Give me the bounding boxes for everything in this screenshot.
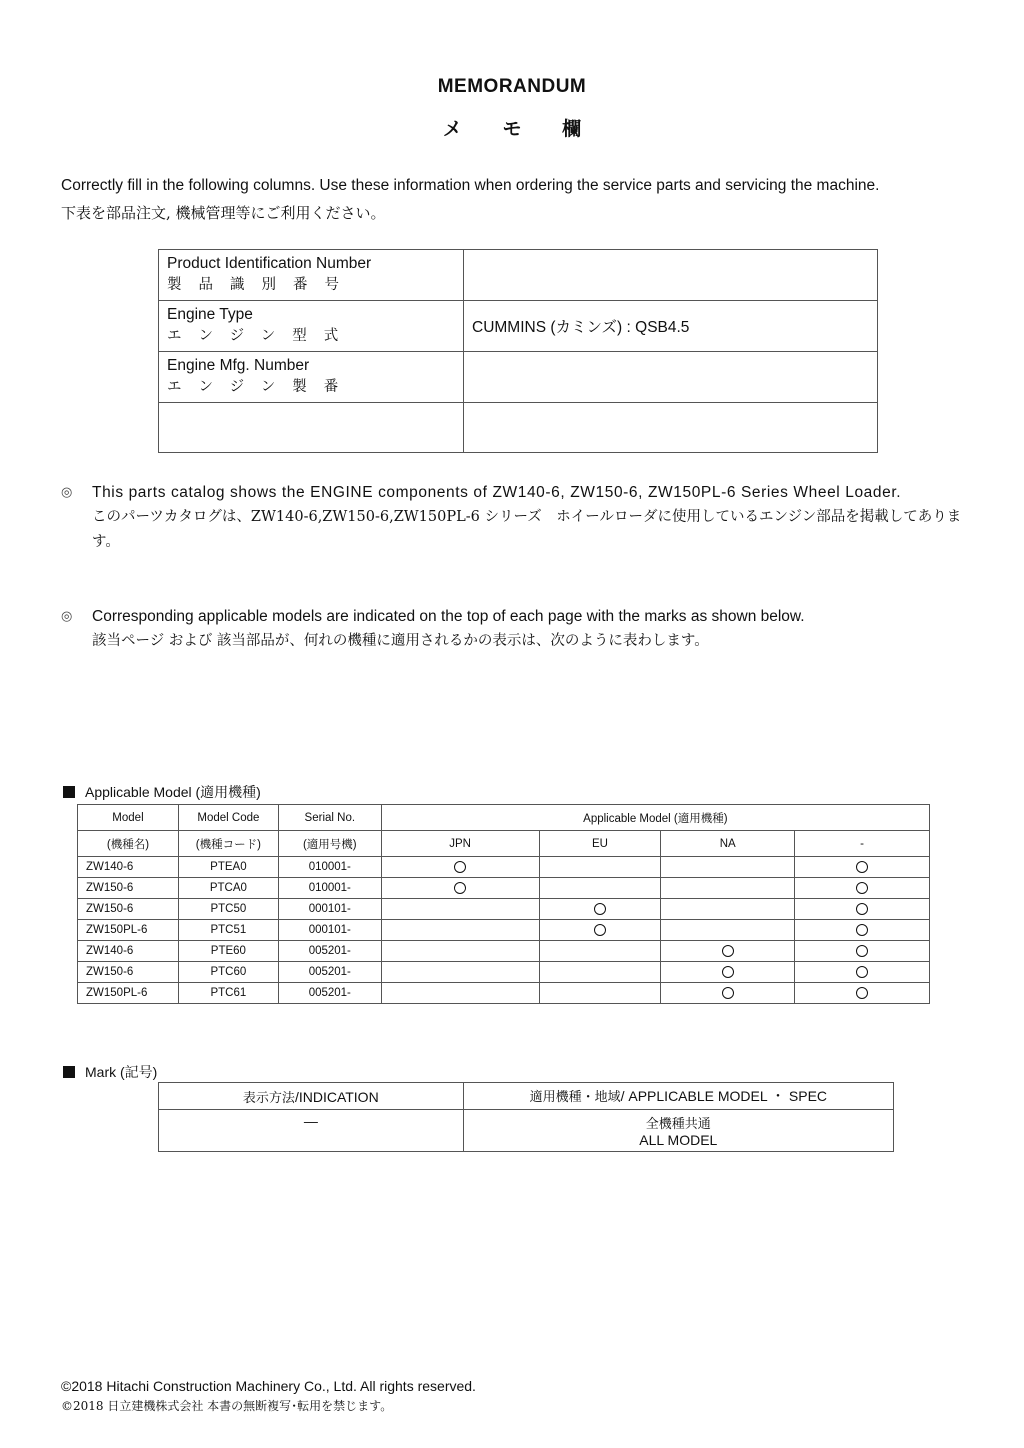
mark-header-applicable-jp: 適用機種・地域 [529,1090,621,1105]
engine-type-label-jp: エンジン型式 [167,328,356,344]
page-title: MEMORANDUM [437,76,587,97]
copyright-jp: ©2018 日立建機株式会社 本書の無断複写･転用を禁じます。 [61,1399,393,1413]
mark-cell-na [661,920,795,941]
engine-mfg-value[interactable] [464,352,878,403]
engine-type-value[interactable]: CUMMINS (カミンズ) : QSB4.5 [464,301,878,352]
mark-cell-jpn [381,878,539,899]
circle-mark-icon [856,861,868,873]
mark-cell-eu [539,899,661,920]
model-cell: ZW150PL-6 [78,983,179,1004]
mark-header-applicable [463,1083,893,1110]
pin-value[interactable] [464,250,878,301]
table-row [78,878,930,899]
note-applicable-jp: 該当ページ および 該当部品が、何れの機種に適用されるかの表示は、次のように表わします。 [92,633,709,649]
pin-label-en: Product Identification Number [167,255,372,272]
double-circle-icon: ◎ [61,609,73,624]
header-applicable-model: Applicable Model (適用機種) [381,805,929,831]
mark-description-jp: 全機種共通 [645,1117,711,1132]
table-row [78,857,930,878]
serial-cell: 010001- [278,878,381,899]
mark-cell-jpn [381,920,539,941]
mark-cell-eu [539,983,661,1004]
mark-cell-jpn [381,857,539,878]
table-row [78,899,930,920]
mark-cell-jpn [381,983,539,1004]
mark-description [463,1110,893,1152]
table-header-row [159,1083,894,1110]
mark-cell-na [661,878,795,899]
id-row-blank [159,403,878,453]
header-region-eu: EU [539,831,661,857]
circle-mark-icon [722,966,734,978]
id-label-cell [159,352,464,403]
mark-cell-other [795,920,930,941]
circle-mark-icon [856,903,868,915]
table-row [159,1110,894,1152]
model-code-cell: PTC51 [178,920,278,941]
mark-cell-other [795,983,930,1004]
mark-cell-na [661,983,795,1004]
mark-cell-na [661,941,795,962]
header-serial-jp: (適用号機) [278,831,381,857]
note-applicable-en: Corresponding applicable models are indicated on the top of each page with the marks as shown below. [92,608,805,625]
mark-cell-na [661,899,795,920]
mark-cell-jpn [381,899,539,920]
engine-mfg-label-en: Engine Mfg. Number [167,357,310,374]
mark-symbol: — [159,1110,464,1152]
id-label-cell [159,250,464,301]
mark-heading [63,1062,157,1082]
mark-cell-eu [539,941,661,962]
circle-mark-icon [594,903,606,915]
model-code-cell: PTCA0 [178,878,278,899]
mark-header-indication-en: /INDICATION [294,1088,379,1105]
id-row-pin [159,250,878,301]
mark-table [158,1082,894,1152]
mark-cell-jpn [381,962,539,983]
mark-cell-eu [539,878,661,899]
model-cell: ZW140-6 [78,857,179,878]
applicable-model-table [77,804,930,1004]
mark-cell-eu [539,857,661,878]
serial-cell: 005201- [278,941,381,962]
note-catalog-scope [61,480,971,555]
note-catalog-en: This parts catalog shows the ENGINE components of ZW140-6, ZW150-6, ZW150PL-6 Series Wheel Loader. [92,484,902,501]
serial-cell: 000101- [278,920,381,941]
circle-mark-icon [454,882,466,894]
mark-cell-other [795,878,930,899]
mark-cell-na [661,962,795,983]
mark-cell-jpn [381,941,539,962]
table-header-row [78,805,930,831]
mark-header-indication-jp: 表示方法 [242,1090,295,1106]
mark-cell-other [795,962,930,983]
model-cell: ZW150-6 [78,878,179,899]
circle-mark-icon [856,882,868,894]
engine-type-label-en: Engine Type [167,306,253,323]
mark-cell-other [795,941,930,962]
circle-mark-icon [856,924,868,936]
model-rows [78,857,930,1004]
circle-mark-icon [722,945,734,957]
model-cell: ZW150-6 [78,899,179,920]
blank-label[interactable] [159,403,464,453]
table-row [78,941,930,962]
copyright-en: ©2018 Hitachi Construction Machinery Co., Ltd. All rights reserved. [61,1378,476,1394]
mark-cell-other [795,899,930,920]
header-model: Model [78,805,179,831]
applicable-model-heading-text: Applicable Model (適用機種) [85,784,261,800]
serial-cell: 000101- [278,899,381,920]
note-applicable-models [61,604,971,654]
id-row-engine-type [159,301,878,352]
model-code-cell: PTE60 [178,941,278,962]
model-code-cell: PTC61 [178,983,278,1004]
header-model-jp: (機種名) [78,831,179,857]
square-bullet-icon [63,786,75,798]
table-row [78,962,930,983]
circle-mark-icon [856,945,868,957]
engine-mfg-label-jp: エンジン製番 [167,379,356,395]
model-code-cell: PTC60 [178,962,278,983]
circle-mark-icon [454,861,466,873]
page-title-jp: メ モ 欄 [442,118,582,140]
mark-cell-other [795,857,930,878]
intro-text-en: Correctly fill in the following columns. Use these information when ordering the service parts and servicing the machine. [61,177,880,194]
square-bullet-icon [63,1066,75,1078]
serial-cell: 005201- [278,962,381,983]
id-label-cell [159,301,464,352]
pin-label-jp: 製品識別番号 [167,277,356,293]
circle-mark-icon [722,987,734,999]
table-row [78,920,930,941]
model-code-cell: PTEA0 [178,857,278,878]
header-model-code-jp: (機種コード) [178,831,278,857]
model-cell: ZW150-6 [78,962,179,983]
mark-header-applicable-en: / APPLICABLE MODEL ・ SPEC [620,1088,828,1104]
model-code-cell: PTC50 [178,899,278,920]
header-serial: Serial No. [278,805,381,831]
table-header-row [78,831,930,857]
model-cell: ZW140-6 [78,941,179,962]
intro-text-jp: 下表を部品注文, 機械管理等にご利用ください。 [61,204,386,222]
header-region-na: NA [661,831,795,857]
mark-description-en: ALL MODEL [639,1132,718,1148]
header-model-code: Model Code [178,805,278,831]
blank-value[interactable] [464,403,878,453]
mark-heading-text: Mark (記号) [85,1064,158,1080]
double-circle-icon: ◎ [61,485,73,500]
identification-table [158,249,878,453]
mark-cell-eu [539,962,661,983]
table-row [78,983,930,1004]
circle-mark-icon [594,924,606,936]
circle-mark-icon [856,987,868,999]
serial-cell: 010001- [278,857,381,878]
note-catalog-jp: このパーツカタログは、ZW140-6,ZW150-6,ZW150PL-6 シリーズ ホイールローダに使用しているエンジン部品を掲載してあります。 [92,509,962,550]
header-region-jpn: JPN [381,831,539,857]
serial-cell: 005201- [278,983,381,1004]
header-region-other: - [795,831,930,857]
mark-cell-na [661,857,795,878]
circle-mark-icon [856,966,868,978]
mark-cell-eu [539,920,661,941]
applicable-model-heading [63,782,261,802]
mark-header-indication [159,1083,464,1110]
id-row-engine-mfg [159,352,878,403]
model-cell: ZW150PL-6 [78,920,179,941]
